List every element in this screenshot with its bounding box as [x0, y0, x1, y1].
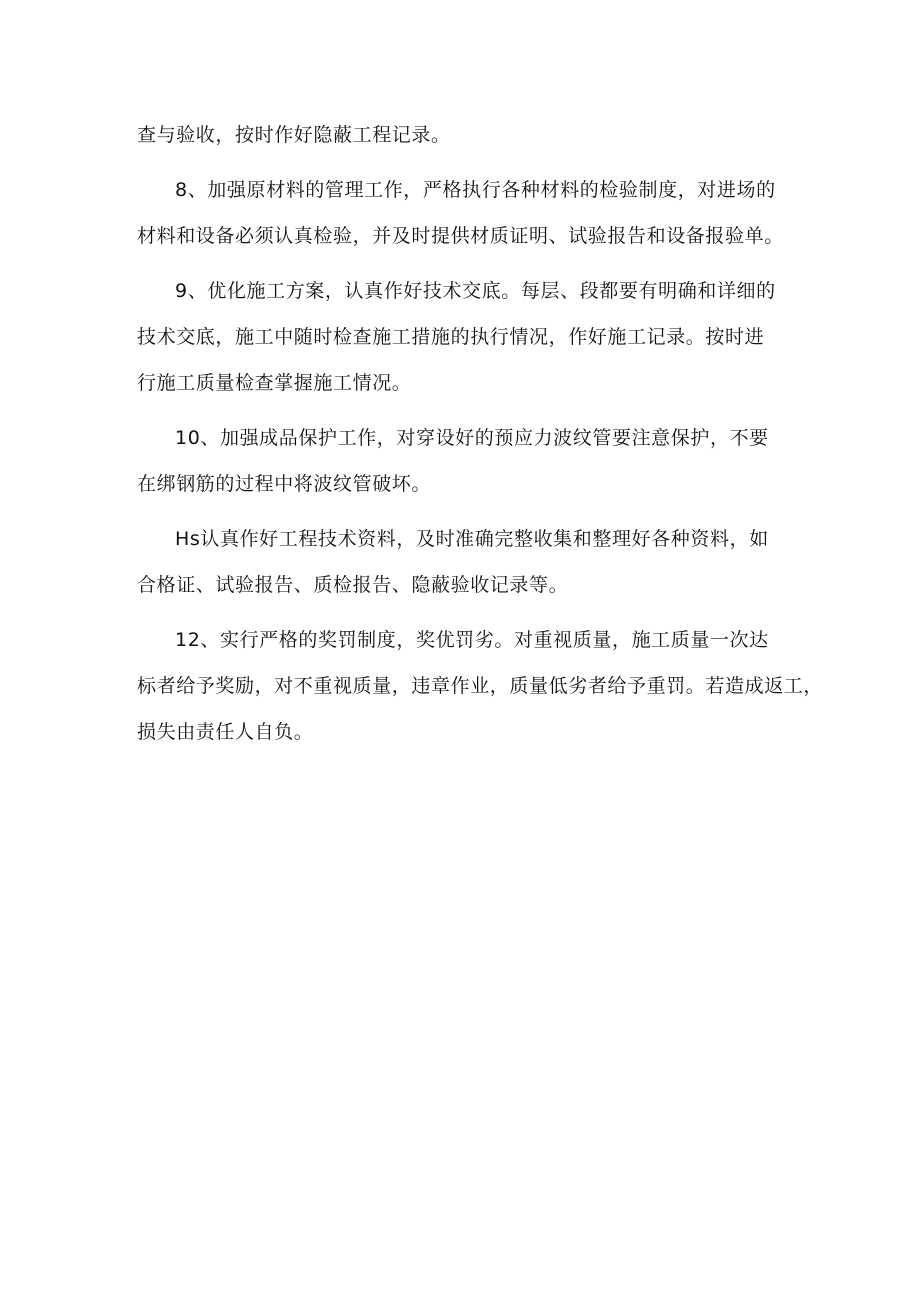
paragraph-continued	[137, 112, 787, 158]
paragraph-item-8	[137, 167, 787, 259]
paragraph-line: 行施工质量检查掌握施工情况。	[137, 372, 412, 394]
paragraph-line: 10、加强成品保护工作，对穿设好的预应力波纹管要注意保护，不要	[175, 427, 769, 449]
paragraph-item-12	[137, 617, 824, 755]
paragraph-item-9	[137, 268, 787, 406]
paragraph-line: 9、优化施工方案，认真作好技术交底。每层、段都要有明确和详细的	[175, 280, 776, 302]
paragraph-line: 合格证、试验报告、质检报告、隐蔽验收记录等。	[137, 574, 569, 596]
paragraph-line: 技术交底，施工中随时检查施工措施的执行情况，作好施工记录。按时进	[137, 326, 765, 348]
paragraph-line: Hs认真作好工程技术资料，及时准确完整收集和整理好各种资料，如	[175, 528, 769, 550]
paragraph-line: 12、实行严格的奖罚制度，奖优罚劣。对重视质量，施工质量一次达	[175, 629, 769, 651]
paragraph-line: 在绑钢筋的过程中将波纹管破坏。	[137, 473, 432, 495]
paragraph-line: 8、加强原材料的管理工作，严格执行各种材料的检验制度，对进场的	[175, 179, 776, 201]
document-body	[137, 112, 824, 764]
paragraph-item-10	[137, 415, 787, 507]
paragraph-item-11	[137, 516, 787, 608]
paragraph-line: 损失由责任人自负。	[137, 721, 314, 743]
paragraph-line: 查与验收，按时作好隐蔽工程记录。	[137, 124, 451, 146]
paragraph-line: 材料和设备必须认真检验，并及时提供材质证明、试验报告和设备报验单。	[137, 225, 784, 247]
paragraph-line: 标者给予奖励，对不重视质量，违章作业，质量低劣者给予重罚。若造成返工，	[137, 675, 824, 697]
